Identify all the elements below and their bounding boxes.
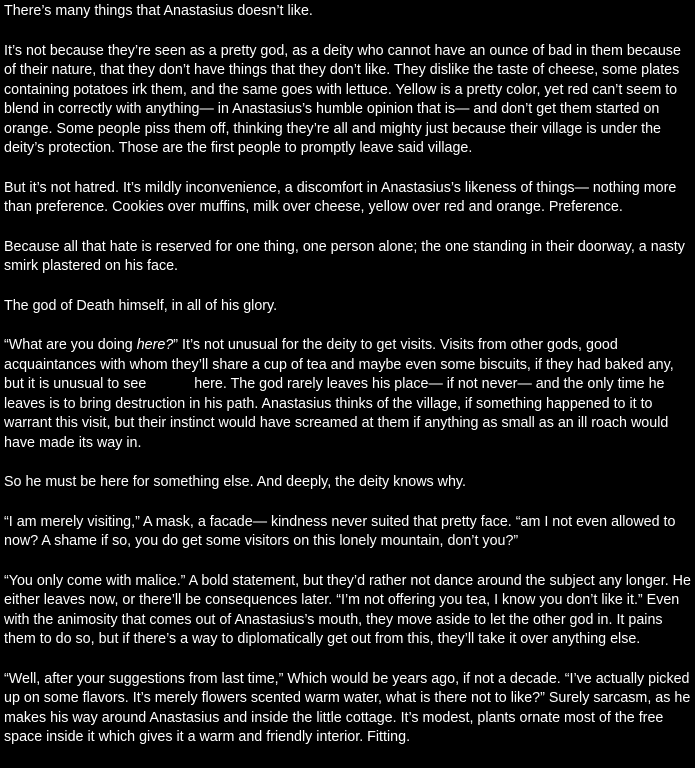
- paragraph-6-middle: ” It’s not unusual for the deity to get visits. Visits from other gods, good acquaintances with whom they’ll share a cup of tea and maybe even some biscuits, if they had baked any, but it is unusual to see: [4, 337, 674, 392]
- paragraph-9: “You only come with malice.” A bold statement, but they’d rather not dance around the subject any longer. He either leaves now, or there’ll be consequences later. “I’m not offering you tea, I know you don’t like it.” Even with the animosity that comes out of Anastasius’s mouth, they move aside to let the other god in. It pains them to do so, but if there’s a way to diplomatically get out from this, they’ll take it over anything else.: [4, 572, 691, 647]
- paragraph-6-after: here. The god rarely leaves his place— if not never— and the only time he leaves is to bring destruction in his path. Anastasius thinks of the village, if something happened to it to warrant this visit, but their instinct would have screamed at them if anything as small as an ill roach would have made its way in.: [4, 376, 669, 451]
- paragraph-4: Because all that hate is reserved for one thing, one person alone; the one standing in their doorway, a nasty smirk plastered on his face.: [4, 238, 685, 274]
- paragraph-10: “Well, after your suggestions from last time,” Which would be years ago, if not a decade. “I’ve actually picked up on some flavors. It’s merely flowers scented warm water, what is there not to like?” Surely sarcasm, as he makes his way around Anastasius and inside the little cottage. It’s modest, plants ornate most of the free space inside it which gives it a warm and friendly interior. Fitting.: [4, 670, 691, 745]
- paragraph-6-before: “What are you doing: [4, 337, 137, 353]
- paragraph-8: “I am merely visiting,” A mask, a facade— kindness never suited that pretty face. “am I not even allowed to now? A shame if so, you do get some visitors on this lonely mountain, don’t you?”: [4, 513, 676, 549]
- paragraph-1: There’s many things that Anastasius doesn’t like.: [4, 3, 313, 19]
- paragraph-6: [4, 336, 692, 453]
- paragraph-7: So he must be here for something else. And deeply, the deity knows why.: [4, 474, 466, 490]
- document-body: [4, 0, 692, 768]
- paragraph-2: It’s not because they’re seen as a pretty god, as a deity who cannot have an ounce of bad in them because of their nature, that they don’t have things that they don’t like. They dislike the taste of cheese, some plates containing potatoes irk them, and the same goes with lettuce. Yellow is a pretty color, yet red can’t seem to blend in correctly with anything— in Anastasius’s humble opinion that is— and don’t get them started on orange. Some people piss them off, thinking they’re all and mighty just because their village is under the deity’s protection. Those are the first people to promptly leave said village.: [4, 42, 681, 156]
- paragraph-6-italic: here?: [136, 337, 174, 353]
- paragraph-3: But it’s not hatred. It’s mildly inconvenience, a discomfort in Anastasius’s likeness of things— nothing more than preference. Cookies over muffins, milk over cheese, yellow over red and orange. Preference.: [4, 179, 677, 215]
- paragraph-5: The god of Death himself, in all of his glory.: [4, 297, 278, 314]
